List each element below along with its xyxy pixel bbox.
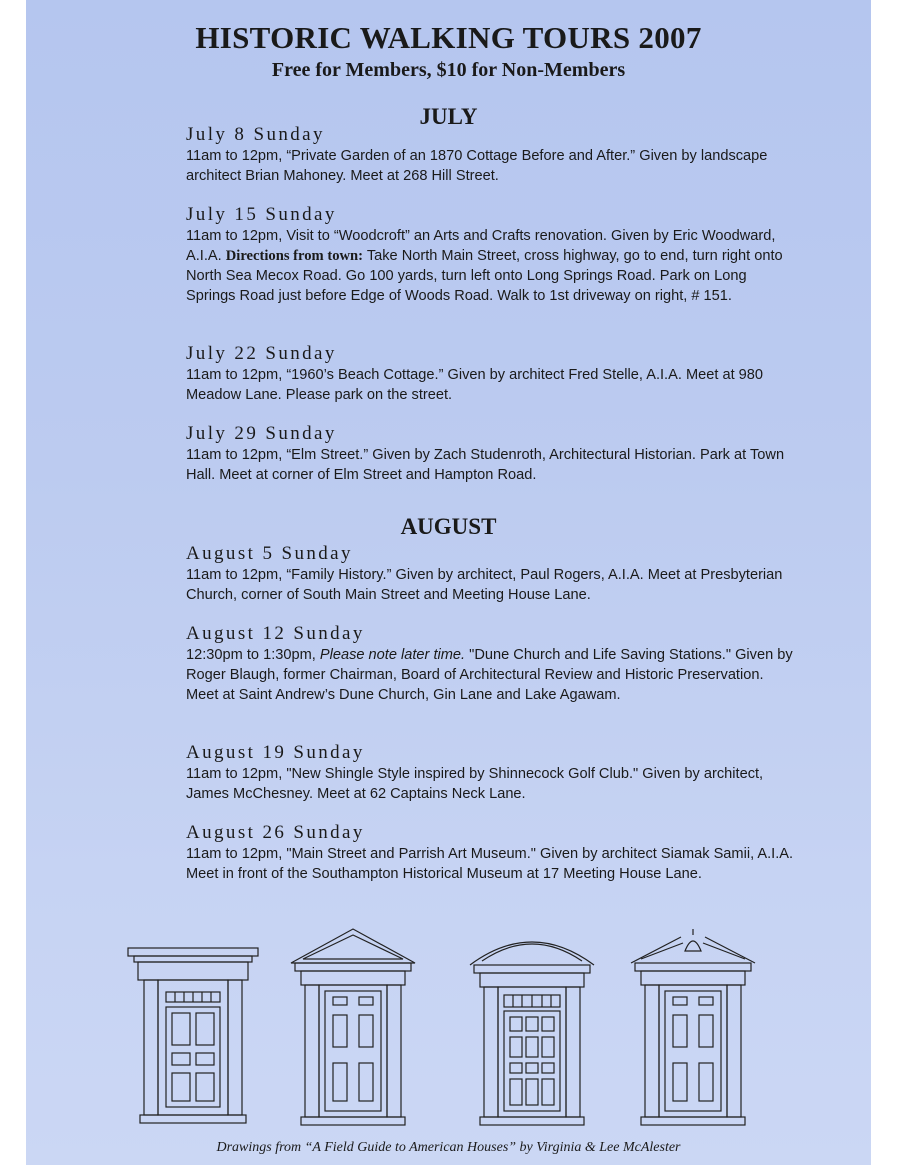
door-arched-pediment-icon: [470, 942, 594, 1125]
pricing-subtitle: Free for Members, $10 for Non-Members: [271, 59, 626, 81]
month-heading-august: AUGUST: [400, 514, 497, 539]
page-title: HISTORIC WALKING TOURS 2007: [195, 20, 702, 55]
event-description: 11am to 12pm, "New Shingle Style inspired by Shinnecock Golf Club." Given by architect, James McChesney. Meet at 62 Captains Neck Lane.: [186, 766, 764, 802]
event-date: July 8 Sunday: [186, 124, 325, 145]
event-july-22: [186, 343, 796, 405]
event-description: 11am to 12pm, “1960’s Beach Cottage.” Given by architect Fred Stelle, A.I.A. Meet at 980 Meadow Lane. Please park on the street.: [186, 367, 764, 403]
event-date: August 5 Sunday: [186, 543, 353, 564]
event-july-29: [186, 423, 796, 485]
event-date: July 22 Sunday: [186, 343, 337, 364]
event-date: August 19 Sunday: [186, 742, 365, 763]
directions-label: Directions from town:: [225, 248, 364, 264]
door-illustrations: [26, 925, 871, 1135]
door-broken-pediment-icon: [631, 929, 755, 1125]
door-triangular-pediment-icon: [291, 929, 415, 1125]
event-date: July 29 Sunday: [186, 423, 337, 444]
event-august-26: [186, 822, 796, 884]
event-august-19: [186, 742, 796, 804]
event-august-5: [186, 543, 796, 605]
time-note: Please note later time.: [319, 647, 466, 663]
event-august-12: [186, 623, 796, 705]
event-description-part: 12:30pm to 1:30pm,: [186, 647, 316, 663]
event-description: [186, 645, 796, 705]
event-description-part: 11am to 12pm, Visit to “Woodcroft” an Arts and Crafts renovation. Given by Eric Woodward, A.I.A.: [186, 228, 776, 264]
event-description-part: Take North Main Street, cross highway, go to end, turn right onto North Sea Mecox Road. Go 100 yards, turn left onto Long Springs Road. Park on Long Springs Road just before Edge of Woods Road. Walk to 1st driveway on right, # 151.: [186, 248, 783, 304]
month-heading-july: JULY: [419, 104, 478, 129]
door-flat-cornice-icon: [128, 948, 258, 1123]
event-description: [186, 226, 796, 306]
event-description: 11am to 12pm, “Elm Street.” Given by Zach Studenroth, Architectural Historian. Park at Town Hall. Meet at corner of Elm Street and Hampton Road.: [186, 447, 785, 483]
illustration-caption: Drawings from “A Field Guide to American Houses” by Virginia & Lee McAlester: [216, 1140, 681, 1155]
event-july-8: [186, 124, 796, 186]
event-description-part: "Dune Church and Life Saving Stations." Given by Roger Blaugh, former Chairman, Board of Architectural Review and Historic Preservation. Meet at Saint Andrew’s Dune Church, Gin Lane and Lake Agawam.: [186, 647, 793, 703]
event-description: 11am to 12pm, “Private Garden of an 1870 Cottage Before and After.” Given by landscape architect Brian Mahoney. Meet at 268 Hill Street.: [186, 148, 768, 184]
event-date: August 12 Sunday: [186, 623, 365, 644]
event-date: July 15 Sunday: [186, 204, 337, 225]
event-description: 11am to 12pm, "Main Street and Parrish Art Museum." Given by architect Siamak Samii, A.I.A. Meet in front of the Southampton Historical Museum at 17 Meeting House Lane.: [186, 846, 794, 882]
event-date: August 26 Sunday: [186, 822, 365, 843]
flyer-sheet: [26, 0, 871, 1165]
event-july-15: [186, 204, 796, 306]
event-description: 11am to 12pm, “Family History.” Given by architect, Paul Rogers, A.I.A. Meet at Presbyterian Church, corner of South Main Street and Meeting House Lane.: [186, 567, 783, 603]
